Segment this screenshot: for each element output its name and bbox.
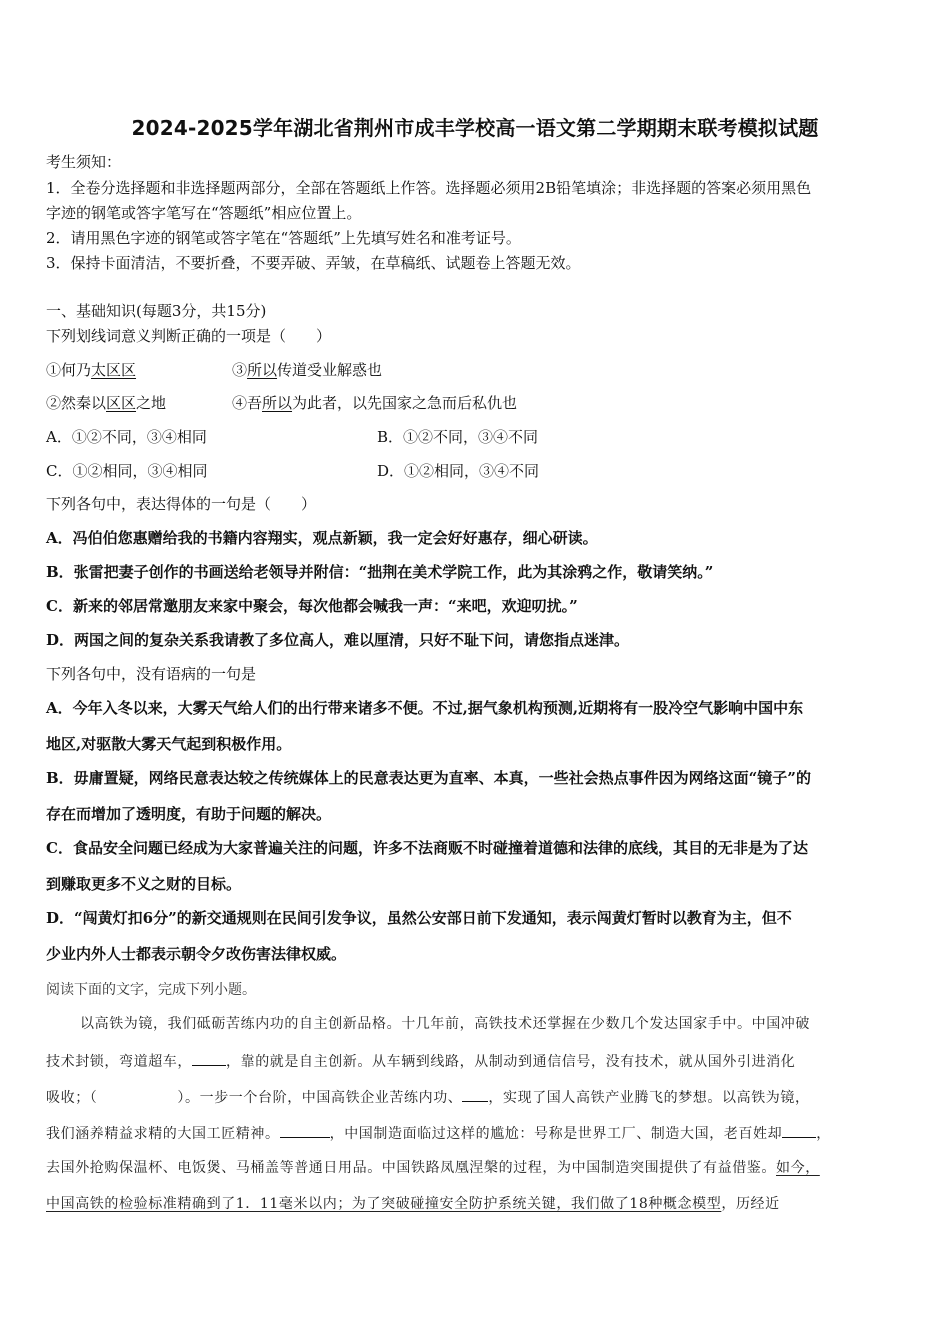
reading-instruction: 阅读下面的文字，完成下列小题。 [46, 982, 256, 998]
q3-option-a-line-1: A．今年入冬以来，大雾天气给人们的出行带来诸多不便。不过,据气象机构预测,近期将有一股冷空气影响中国中东 [46, 699, 804, 717]
q1-stem: 下列划线词意义判断正确的一项是（ ） [46, 327, 332, 345]
passage-line-1: 以高铁为镜，我们砥砺苦练内功的自主创新品格。十几年前，高铁技术还掌握在少数几个发达国家手中。中国冲破 [80, 1016, 810, 1032]
q1-option-b: B．①②不同，③④不同 [377, 428, 539, 446]
q1-sentence-4 [232, 393, 517, 413]
passage-line-2 [46, 1050, 795, 1072]
q1-sentence-1 [46, 360, 136, 380]
passage-line-6 [46, 1194, 780, 1214]
section-1-heading: 一、基础知识(每题3分，共15分) [46, 302, 267, 320]
q1-sentence-3 [232, 360, 382, 380]
passage-line-3-part-c: ，实现了国人高铁产业腾飞的梦想。以高铁为镜， [488, 1090, 810, 1106]
q2-option-c: C．新来的邻居常邀朋友来家中聚会，每次他都会喊我一声：“来吧，欢迎叨扰。” [46, 597, 578, 615]
fill-blank-4 [280, 1122, 330, 1138]
q1-option-a: A．①②不同，③④相同 [46, 428, 207, 446]
q3-option-d-line-1: D．“闯黄灯扣6分”的新交通规则在民间引发争议，虽然公安部日前下发通知，表示闯黄灯暂时以教育为主，但不 [46, 909, 792, 927]
fill-blank-3 [462, 1086, 488, 1102]
q1-sentence-2-underlined: 区区 [106, 394, 137, 412]
passage-line-3-part-b: ）。一步一个台阶，中国高铁企业苦练内功、 [177, 1090, 463, 1106]
passage-line-4 [46, 1122, 831, 1144]
q2-stem: 下列各句中，表达得体的一句是（ ） [46, 495, 317, 513]
q1-sentence-2 [46, 393, 166, 413]
passage-line-5 [46, 1158, 820, 1178]
passage-line-5-underlined: 如今， [776, 1160, 820, 1176]
fill-blank-1 [192, 1050, 226, 1066]
q1-sentence-3-prefix: ③ [232, 361, 248, 379]
notice-item-1-line-2: 字迹的钢笔或答字笔写在“答题纸”相应位置上。 [46, 204, 362, 222]
passage-line-3 [46, 1086, 810, 1108]
q1-sentence-1-prefix: ①何乃 [46, 361, 92, 379]
passage-line-4-part-b: ，中国制造面临过这样的尴尬：号称是世界工厂、制造大国，老百姓却 [329, 1126, 783, 1142]
q3-option-c-line-1: C．食品安全问题已经成为大家普遍关注的问题，许多不法商贩不时碰撞着道德和法律的底线，其目的无非是为了达 [46, 839, 808, 857]
passage-line-2-part-a: 技术封锁，弯道超车， [46, 1054, 192, 1070]
passage-line-4-part-a: 我们涵养精益求精的大国工匠精神。 [46, 1126, 280, 1142]
q1-sentence-4-underlined: 所以 [262, 394, 293, 412]
q3-option-c-line-2: 到赚取更多不义之财的目标。 [46, 875, 242, 893]
q1-sentence-4-suffix: 为此者，以先国家之急而后私仇也 [292, 394, 518, 412]
exam-title: 2024-2025学年湖北省荆州市成丰学校高一语文第二学期期末联考模拟试题 [131, 116, 819, 140]
q2-option-d: D．两国之间的复杂关系我请教了多位高人，难以厘清，只好不耻下问，请您指点迷津。 [46, 631, 630, 649]
notice-item-1-line-1: 1．全卷分选择题和非选择题两部分，全部在答题纸上作答。选择题必须用2B铅笔填涂；非选择题的答案必须用黑色 [46, 179, 812, 197]
q1-option-d: D．①②相同，③④不同 [377, 462, 540, 480]
q3-option-b-line-2: 存在而增加了透明度，有助于问题的解决。 [46, 805, 332, 823]
passage-line-3-part-a: 吸收；（ [46, 1090, 98, 1106]
passage-line-5-part-a: 去国外抢购保温杯、电饭煲、马桶盖等普通日用品。中国铁路凤凰涅槃的过程，为中国制造突围提供了有益借鉴。 [46, 1160, 776, 1176]
notice-heading: 考生须知： [46, 153, 122, 171]
q3-option-b-line-1: B．毋庸置疑，网络民意表达较之传统媒体上的民意表达更为直率、本真，一些社会热点事件因为网络这面“镜子”的 [46, 769, 811, 787]
q1-option-c: C．①②相同，③④相同 [46, 462, 208, 480]
q1-sentence-1-underlined: 太区区 [91, 361, 137, 379]
q1-sentence-3-underlined: 所以 [247, 361, 278, 379]
q1-sentence-3-suffix: 传道受业解惑也 [277, 361, 383, 379]
passage-line-6-part-b: ，历经近 [721, 1196, 780, 1212]
q1-sentence-2-prefix: ②然秦以 [46, 394, 107, 412]
q3-option-a-line-2: 地区,对驱散大雾天气起到积极作用。 [46, 735, 292, 753]
q3-stem: 下列各句中，没有语病的一句是 [46, 665, 257, 683]
q3-option-d-line-2: 少业内外人士都表示朝令夕改伤害法律权威。 [46, 945, 347, 963]
q1-sentence-4-prefix: ④吾 [232, 394, 263, 412]
q2-option-a: A．冯伯伯您惠赠给我的书籍内容翔实，观点新颖，我一定会好好惠存，细心研读。 [46, 529, 598, 547]
notice-item-3: 3．保持卡面清洁，不要折叠，不要弄破、弄皱，在草稿纸、试题卷上答题无效。 [46, 254, 581, 272]
passage-line-2-part-b: ，靠的就是自主创新。从车辆到线路，从制动到通信信号，没有技术，就从国外引进消化 [226, 1054, 796, 1070]
notice-item-2: 2．请用黑色字迹的钢笔或答字笔在“答题纸”上先填写姓名和准考证号。 [46, 229, 521, 247]
q2-option-b: B．张雷把妻子创作的书画送给老领导并附信：“拙荆在美术学院工作，此为其涂鸦之作，敬请笑纳。” [46, 563, 714, 581]
passage-line-4-part-c: ， [816, 1126, 831, 1142]
passage-line-6-underlined: 中国高铁的检验标准精确到了1．11毫米以内；为了突破碰撞安全防护系统关键，我们做了18种概念模型 [46, 1196, 722, 1212]
fill-blank-5 [782, 1122, 816, 1138]
q1-sentence-2-suffix: 之地 [136, 394, 167, 412]
